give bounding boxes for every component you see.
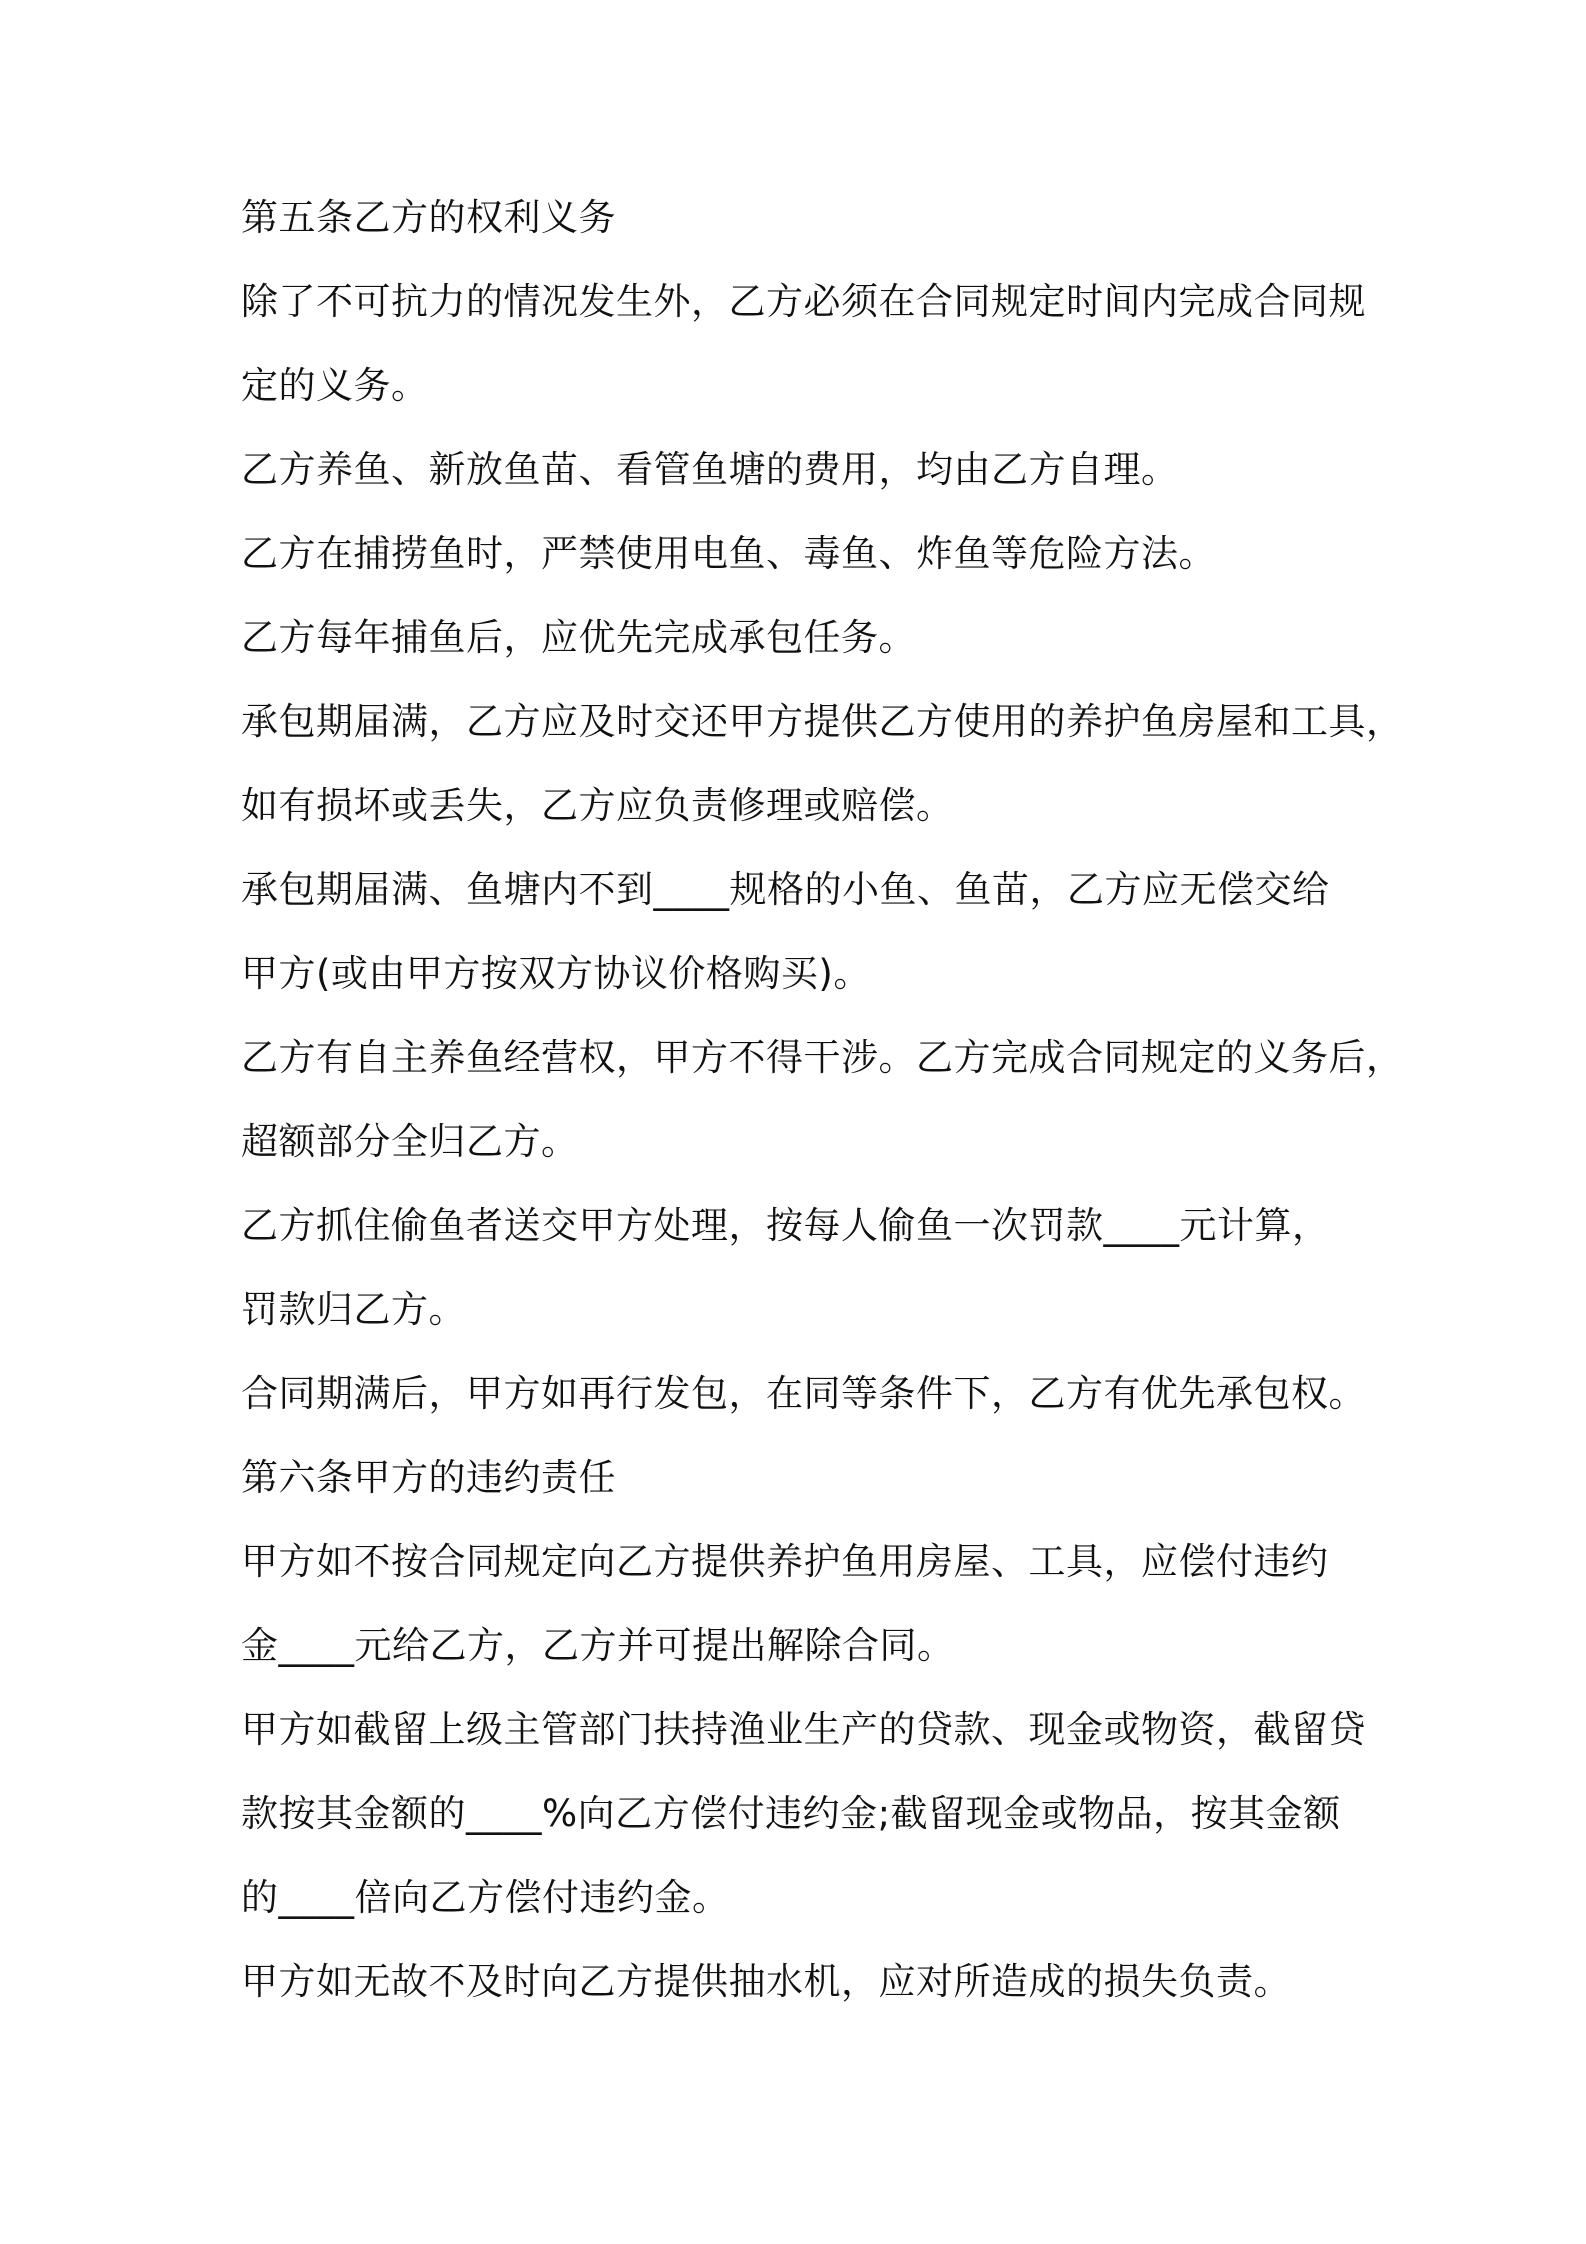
paragraph-line: 甲方(或由甲方按双方协议价格购买)。	[241, 952, 871, 995]
paragraph-line: 甲方如无故不及时向乙方提供抽水机，应对所造成的损失负责。	[241, 1960, 1291, 2003]
paragraph-line: 乙方在捕捞鱼时，严禁使用电鱼、毒鱼、炸鱼等危险方法。	[241, 532, 1216, 575]
paragraph-line: 如有损坏或丢失，乙方应负责修理或赔偿。	[241, 784, 954, 827]
paragraph-line: 除了不可抗力的情况发生外，乙方必须在合同规定时间内完成合同规	[241, 280, 1366, 323]
paragraph-line: 乙方抓住偷鱼者送交甲方处理，按每人偷鱼一次罚款____元计算，	[241, 1204, 1330, 1247]
document-body	[241, 196, 1404, 2045]
paragraph-line: 承包期届满、鱼塘内不到____规格的小鱼、鱼苗，乙方应无偿交给	[241, 868, 1330, 911]
paragraph-line: 甲方如截留上级主管部门扶持渔业生产的贷款、现金或物资，截留贷	[241, 1708, 1366, 1751]
section-heading: 第六条甲方的违约责任	[241, 1456, 616, 1499]
paragraph-line: 承包期届满，乙方应及时交还甲方提供乙方使用的养护鱼房屋和工具，	[241, 700, 1404, 743]
paragraph-line: 定的义务。	[241, 364, 429, 407]
section-heading: 第五条乙方的权利义务	[241, 196, 616, 239]
paragraph-line: 甲方如不按合同规定向乙方提供养护鱼用房屋、工具，应偿付违约	[241, 1540, 1329, 1583]
paragraph-line: 金____元给乙方，乙方并可提出解除合同。	[241, 1624, 955, 1667]
paragraph-line: 乙方每年捕鱼后，应优先完成承包任务。	[241, 616, 916, 659]
paragraph-line: 款按其金额的____%向乙方偿付违约金;截留现金或物品，按其金额	[241, 1792, 1341, 1835]
paragraph-line: 乙方有自主养鱼经营权，甲方不得干涉。乙方完成合同规定的义务后，	[241, 1036, 1404, 1079]
paragraph-line: 乙方养鱼、新放鱼苗、看管鱼塘的费用，均由乙方自理。	[241, 448, 1179, 491]
paragraph-line: 的____倍向乙方偿付违约金。	[241, 1876, 730, 1919]
paragraph-line: 合同期满后，甲方如再行发包，在同等条件下，乙方有优先承包权。	[241, 1372, 1366, 1415]
paragraph-line: 罚款归乙方。	[241, 1288, 466, 1331]
paragraph-line: 超额部分全归乙方。	[241, 1120, 579, 1163]
